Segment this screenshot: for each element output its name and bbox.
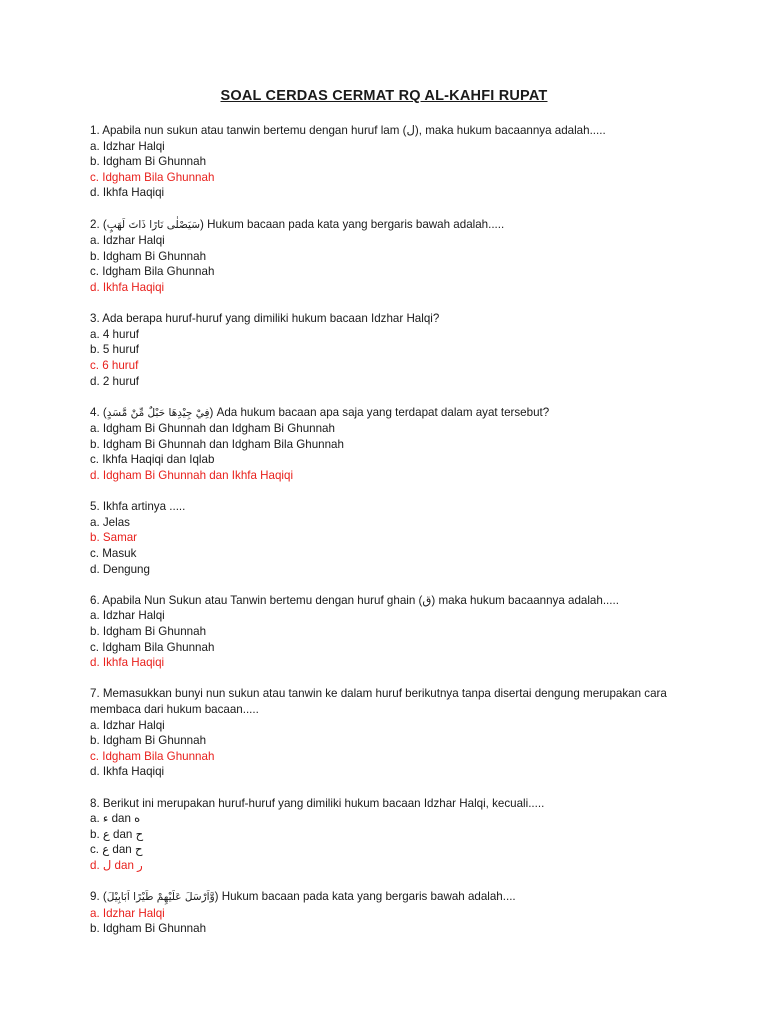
option-d-correct: d. Idgham Bi Ghunnah dan Ikhfa Haqiqi xyxy=(90,469,294,483)
option-a-correct: a. Idzhar Halqi xyxy=(90,906,165,920)
option-c-correct: c. Idgham Bila Ghunnah xyxy=(90,749,215,763)
option-a: a. Idzhar Halqi xyxy=(90,609,165,623)
option-a: a. Jelas xyxy=(90,515,130,529)
question-prefix: 4. ( xyxy=(90,405,107,419)
option-b: b. Idgham Bi Ghunnah xyxy=(90,155,207,169)
question-suffix: ) Hukum bacaan pada kata yang bergaris bawah adalah.... xyxy=(214,890,516,904)
question-5 xyxy=(90,499,690,577)
question-suffix: ) Ada hukum bacaan apa saja yang terdapat dalam ayat tersebut? xyxy=(209,405,550,419)
question-text: 8. Berikut ini merupakan huruf-huruf yang dimiliki hukum bacaan Idzhar Halqi, kecuali..... xyxy=(90,796,545,810)
question-text: 3. Ada berapa huruf-huruf yang dimiliki hukum bacaan Idzhar Halqi? xyxy=(90,312,440,326)
option-c-correct: c. 6 huruf xyxy=(90,358,139,372)
question-6 xyxy=(90,593,690,671)
option-c: c. Idgham Bila Ghunnah xyxy=(90,265,215,279)
question-prefix: 2. ( xyxy=(90,217,107,231)
document-title: SOAL CERDAS CERMAT RQ AL-KAHFI RUPAT xyxy=(220,88,548,104)
question-text: 1. Apabila nun sukun atau tanwin bertemu dengan huruf lam (ل), maka hukum bacaannya adalah..... xyxy=(90,124,606,137)
question-9 xyxy=(90,889,690,937)
option-b-correct: b. Samar xyxy=(90,531,138,545)
option-a: a. Idzhar Halqi xyxy=(90,139,165,153)
option-b: b. Idgham Bi Ghunnah xyxy=(90,734,207,748)
question-text xyxy=(90,217,690,234)
option-b: b. Idgham Bi Ghunnah xyxy=(90,249,207,263)
question-text xyxy=(90,405,690,422)
option-b: b. Idgham Bi Ghunnah dan Idgham Bila Ghunnah xyxy=(90,437,344,451)
option-b: b. Idgham Bi Ghunnah xyxy=(90,625,207,638)
question-list xyxy=(90,123,690,952)
question-text xyxy=(90,889,690,906)
option-b: b. Idgham Bi Ghunnah xyxy=(90,922,207,936)
option-d-correct: d. ل dan ر xyxy=(90,858,143,872)
option-a: a. ء dan ه xyxy=(90,812,141,826)
option-d: d. Dengung xyxy=(90,562,150,576)
option-d-correct: d. Ikhfa Haqiqi xyxy=(90,280,165,294)
question-1 xyxy=(90,123,690,201)
question-2 xyxy=(90,217,690,296)
question-text: 5. Ikhfa artinya ..... xyxy=(90,500,186,514)
option-c: c. Idgham Bila Ghunnah xyxy=(90,640,215,654)
option-d: d. Ikhfa Haqiqi xyxy=(90,186,165,200)
arabic-verse: سَيَصْلٰى نَارًا ذَاتَ لَهَبٍ xyxy=(106,218,201,231)
option-a: a. 4 huruf xyxy=(90,327,139,341)
option-a: a. Idgham Bi Ghunnah dan Idgham Bi Ghunnah xyxy=(90,422,335,436)
question-text: 6. Apabila Nun Sukun atau Tanwin bertemu dengan huruf ghain (ق) maka hukum bacaannya adalah..... xyxy=(90,593,619,607)
option-a: a. Idzhar Halqi xyxy=(90,234,165,248)
option-d: d. 2 huruf xyxy=(90,374,139,388)
option-d-correct: d. Ikhfa Haqiqi xyxy=(90,656,165,670)
question-text: 7. Memasukkan bunyi nun sukun atau tanwin ke dalam huruf berikutnya tanpa disertai dengung merupakan cara membaca dari hukum bacaan..... xyxy=(90,687,667,716)
option-c: c. Ikhfa Haqiqi dan Iqlab xyxy=(90,453,215,467)
question-8 xyxy=(90,796,690,874)
question-prefix: 9. ( xyxy=(90,890,107,904)
question-4 xyxy=(90,405,690,484)
option-c: c. ع dan ح xyxy=(90,843,143,857)
option-b: b. 5 huruf xyxy=(90,343,139,357)
option-c-correct: c. Idgham Bila Ghunnah xyxy=(90,170,215,184)
question-7 xyxy=(90,686,690,780)
option-b: b. ع dan ح xyxy=(90,827,144,841)
arabic-verse: فِيْ جِيْدِهَا حَبْلٌ مِّنْ مَّسَدٍ xyxy=(106,406,210,419)
question-3 xyxy=(90,311,690,389)
arabic-verse: وَّاَرْسَلَ عَلَيْهِمْ طَيْرًا اَبَابِيْلَ xyxy=(106,891,215,904)
option-c: c. Masuk xyxy=(90,547,137,561)
question-suffix: ) Hukum bacaan pada kata yang bergaris bawah adalah..... xyxy=(200,217,505,231)
option-d: d. Ikhfa Haqiqi xyxy=(90,765,165,779)
option-a: a. Idzhar Halqi xyxy=(90,718,165,732)
